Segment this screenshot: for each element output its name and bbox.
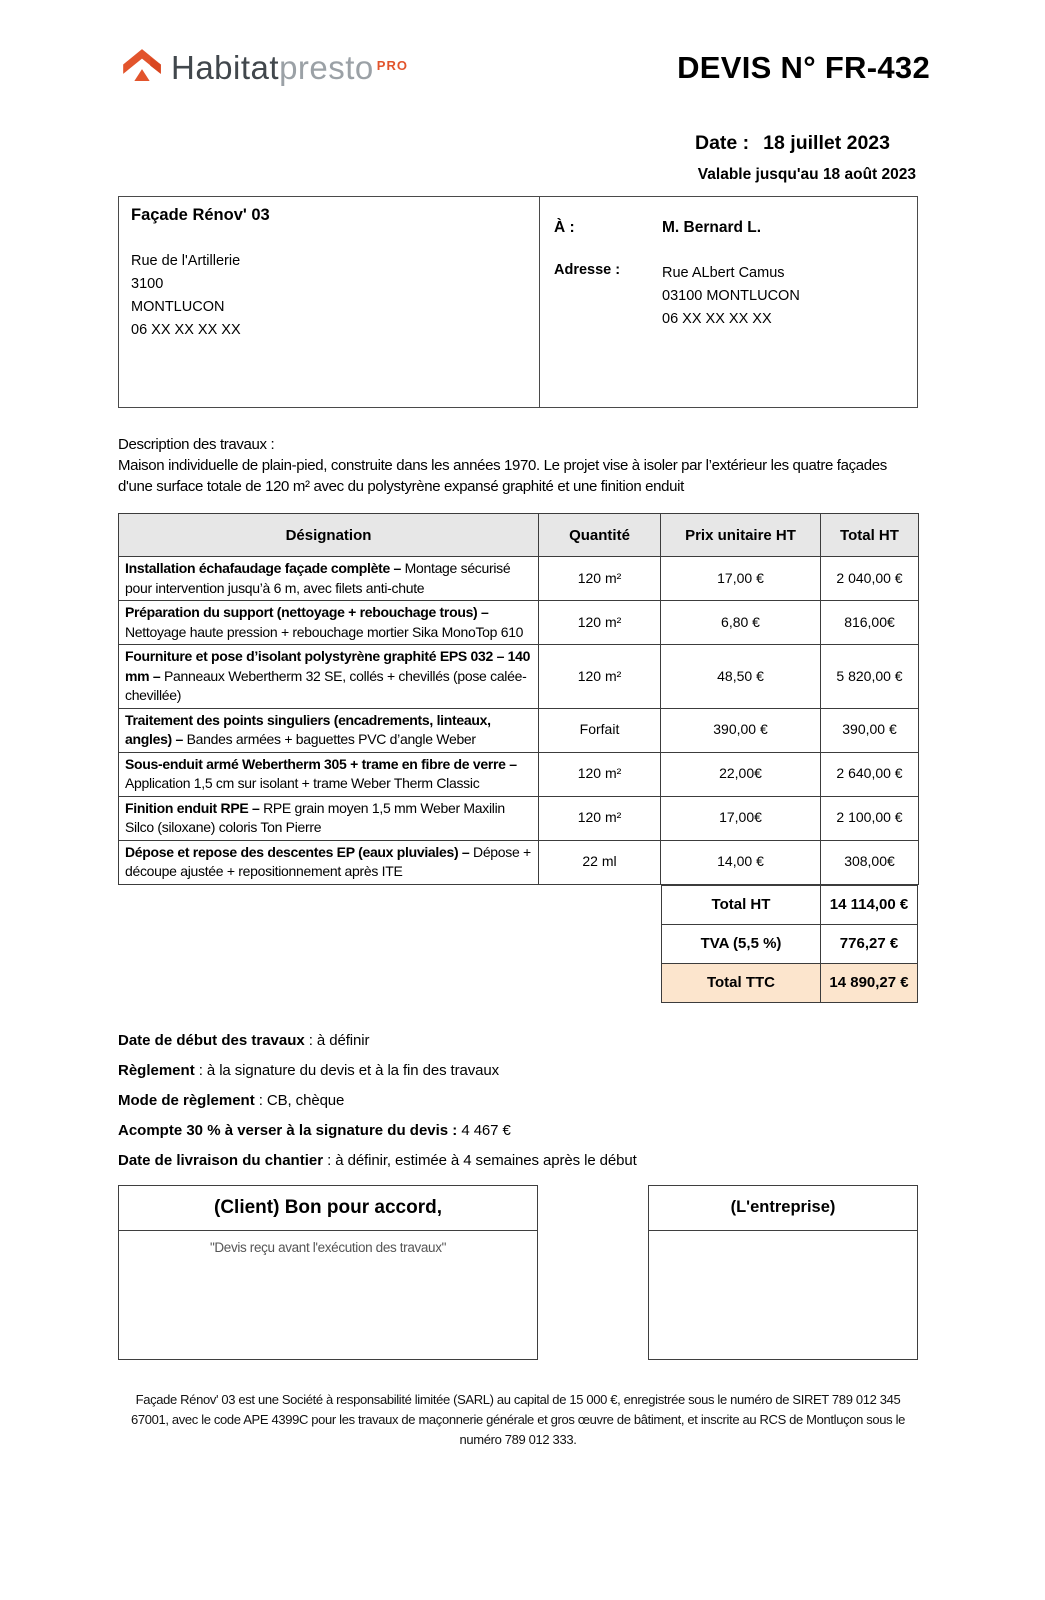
term-value: : CB, chèque (254, 1091, 345, 1109)
works-description (118, 434, 918, 497)
item-unit-price: 17,00 € (661, 557, 821, 601)
item-total: 5 820,00 € (821, 645, 919, 709)
logo-wordmark (171, 49, 408, 87)
client-address-line: 03100 MONTLUCON (662, 288, 800, 304)
total-ht-value: 14 114,00 € (821, 885, 918, 924)
tva-value: 776,27 € (821, 924, 918, 963)
col-total: Total HT (821, 514, 919, 557)
item-desc: Application 1,5 cm sur isolant + trame Weber Therm Classic (125, 775, 480, 791)
term-value: : à définir, estimée à 4 semaines après le début (323, 1151, 637, 1169)
item-desc: Panneaux Webertherm 32 SE, collés + chevillés (pose calée-chevillée) (125, 667, 527, 703)
table-row (119, 601, 919, 645)
term-acompte (118, 1122, 918, 1139)
item-desc: Bandes armées + baguettes PVC d’angle Weber (183, 731, 476, 747)
item-title: Préparation du support (nettoyage + rebouchage trous) – (125, 604, 489, 620)
item-qty: 120 m² (539, 557, 661, 601)
item-designation (119, 557, 539, 601)
document-header (0, 0, 1045, 88)
date-block (118, 132, 918, 184)
total-ht-label: Total HT (662, 885, 821, 924)
signature-section (118, 1185, 918, 1360)
item-desc: RPE grain moyen 1,5 mm Weber Maxilin Silco (siloxane) coloris Ton Pierre (125, 799, 505, 835)
item-designation (119, 752, 539, 796)
item-title: Traitement des points singuliers (encadrements, linteaux, angles) – (125, 711, 491, 747)
col-quantity: Quantité (539, 514, 661, 557)
totals-table (661, 885, 918, 1003)
tva-label: TVA (5,5 %) (662, 924, 821, 963)
term-delivery-date (118, 1152, 918, 1169)
term-start-date (118, 1032, 918, 1049)
item-qty: 120 m² (539, 796, 661, 840)
client-signature-note: "Devis reçu avant l'exécution des travaux" (209, 1239, 447, 1255)
client-phone: 06 XX XX XX XX (662, 311, 772, 327)
table-row (119, 708, 919, 752)
item-qty: 120 m² (539, 645, 661, 709)
description-text: Maison individuelle de plain-pied, construite dans les années 1970. Le projet vise à isoler par l’extérieur les quatre façades d'une surface totale de 120 m² avec du polystyrène expansé graphité et une finition enduit (118, 457, 887, 495)
item-unit-price: 6,80 € (661, 601, 821, 645)
client-signature-title: (Client) Bon pour accord, (119, 1186, 537, 1231)
client-address-line: Rue ALbert Camus (662, 265, 785, 281)
validity-line: Valable jusqu'au 18 août 2023 (697, 166, 916, 183)
table-row (119, 796, 919, 840)
item-unit-price: 22,00€ (661, 752, 821, 796)
company-address-line: MONTLUCON (131, 299, 225, 315)
client-block (539, 197, 917, 407)
table-row (119, 645, 919, 709)
items-table (118, 513, 919, 885)
client-to-row (554, 219, 903, 237)
item-designation (119, 601, 539, 645)
item-title: Fourniture et pose d’isolant polystyrène graphité EPS 032 – 140 mm – (125, 648, 531, 684)
item-designation (119, 645, 539, 709)
item-title: Installation échafaudage façade complète – (125, 560, 402, 576)
to-label: À : (554, 219, 575, 236)
payment-terms (118, 1032, 918, 1169)
item-total: 2 640,00 € (821, 752, 919, 796)
company-address-line: 3100 (131, 276, 164, 292)
company-name: Façade Rénov' 03 (131, 206, 270, 224)
house-arrow-icon (122, 48, 162, 88)
address-label: Adresse : (554, 262, 621, 278)
total-ttc-value: 14 890,27 € (821, 963, 918, 1002)
term-label: Date de livraison du chantier (118, 1151, 324, 1169)
item-title: Sous-enduit armé Webertherm 305 + trame en fibre de verre – (125, 755, 517, 772)
item-unit-price: 17,00€ (661, 796, 821, 840)
client-name: M. Bernard L. (662, 219, 762, 236)
term-label: Acompte 30 % à verser à la signature du devis : (118, 1121, 458, 1139)
item-qty: 120 m² (539, 601, 661, 645)
logo-habitat: Habitat (171, 49, 280, 86)
tva-row (662, 924, 918, 963)
term-mode-reglement (118, 1092, 918, 1109)
total-ht-row (662, 885, 918, 924)
term-label: Date de début des travaux (118, 1031, 305, 1049)
table-row (119, 840, 919, 884)
parties-box (118, 196, 918, 408)
item-title: Dépose et repose des descentes EP (eaux pluviales) – (125, 843, 470, 860)
item-title: Finition enduit RPE – (125, 799, 260, 816)
item-desc: Nettoyage haute pression + rebouchage mortier Sika MonoTop 610 (125, 623, 524, 640)
date-value: 18 juillet 2023 (763, 132, 890, 154)
company-block (119, 197, 539, 407)
item-qty: 120 m² (539, 752, 661, 796)
total-ttc-row (662, 963, 918, 1002)
term-reglement (118, 1062, 918, 1079)
term-label: Règlement (118, 1061, 195, 1079)
item-qty: Forfait (539, 708, 661, 752)
table-row (119, 557, 919, 601)
company-address-line: Rue de l'Artillerie (131, 253, 241, 269)
item-qty: 22 ml (539, 840, 661, 884)
item-total: 2 040,00 € (821, 557, 919, 601)
total-ttc-label: Total TTC (662, 963, 821, 1002)
item-desc: Montage sécurisé pour intervention jusqu’à 6 m, avec filets anti-chute (125, 560, 511, 596)
company-phone: 06 XX XX XX XX (131, 322, 241, 338)
client-address (662, 262, 800, 331)
item-total: 816,00€ (821, 601, 919, 645)
item-total: 390,00 € (821, 708, 919, 752)
item-designation (119, 708, 539, 752)
term-label: Mode de règlement (118, 1091, 255, 1109)
item-designation (119, 796, 539, 840)
document-title: DEVIS N° FR-432 (677, 50, 930, 85)
item-unit-price: 48,50 € (661, 645, 821, 709)
col-unit-price: Prix unitaire HT (661, 514, 821, 557)
col-designation: Désignation (119, 514, 539, 557)
table-row (119, 752, 919, 796)
client-signature-box (118, 1185, 538, 1360)
item-unit-price: 14,00 € (661, 840, 821, 884)
term-value: : à définir (304, 1031, 370, 1049)
company-signature-title: (L'entreprise) (649, 1186, 917, 1231)
term-value: 4 467 € (457, 1121, 511, 1139)
item-total: 2 100,00 € (821, 796, 919, 840)
client-address-row (554, 262, 903, 331)
item-total: 308,00€ (821, 840, 919, 884)
legal-footer: Façade Rénov' 03 est une Société à responsabilité limitée (SARL) au capital de 15 000 €, enregistrée sous le numéro de SIRET 789 012 345 67001, avec le code APE 4399C pour les travaux de maçonnerie générale et gros œuvre de bâtiment, et inscrite au RCS de Montluçon sous le numéro 789 012 333. (130, 1391, 906, 1447)
term-value: : à la signature du devis et à la fin des travaux (194, 1061, 500, 1079)
logo-presto: presto (279, 49, 374, 86)
item-designation (119, 840, 539, 884)
table-header-row (119, 514, 919, 557)
item-desc: Dépose + découpe ajustée + repositionnement après ITE (125, 843, 531, 879)
date-label: Date : (694, 132, 750, 154)
habitatpresto-logo (122, 48, 408, 88)
company-signature-box (648, 1185, 918, 1360)
date-line (118, 132, 890, 155)
logo-pro-badge: PRO (376, 58, 408, 73)
item-unit-price: 390,00 € (661, 708, 821, 752)
description-title: Description des travaux : (118, 436, 275, 453)
